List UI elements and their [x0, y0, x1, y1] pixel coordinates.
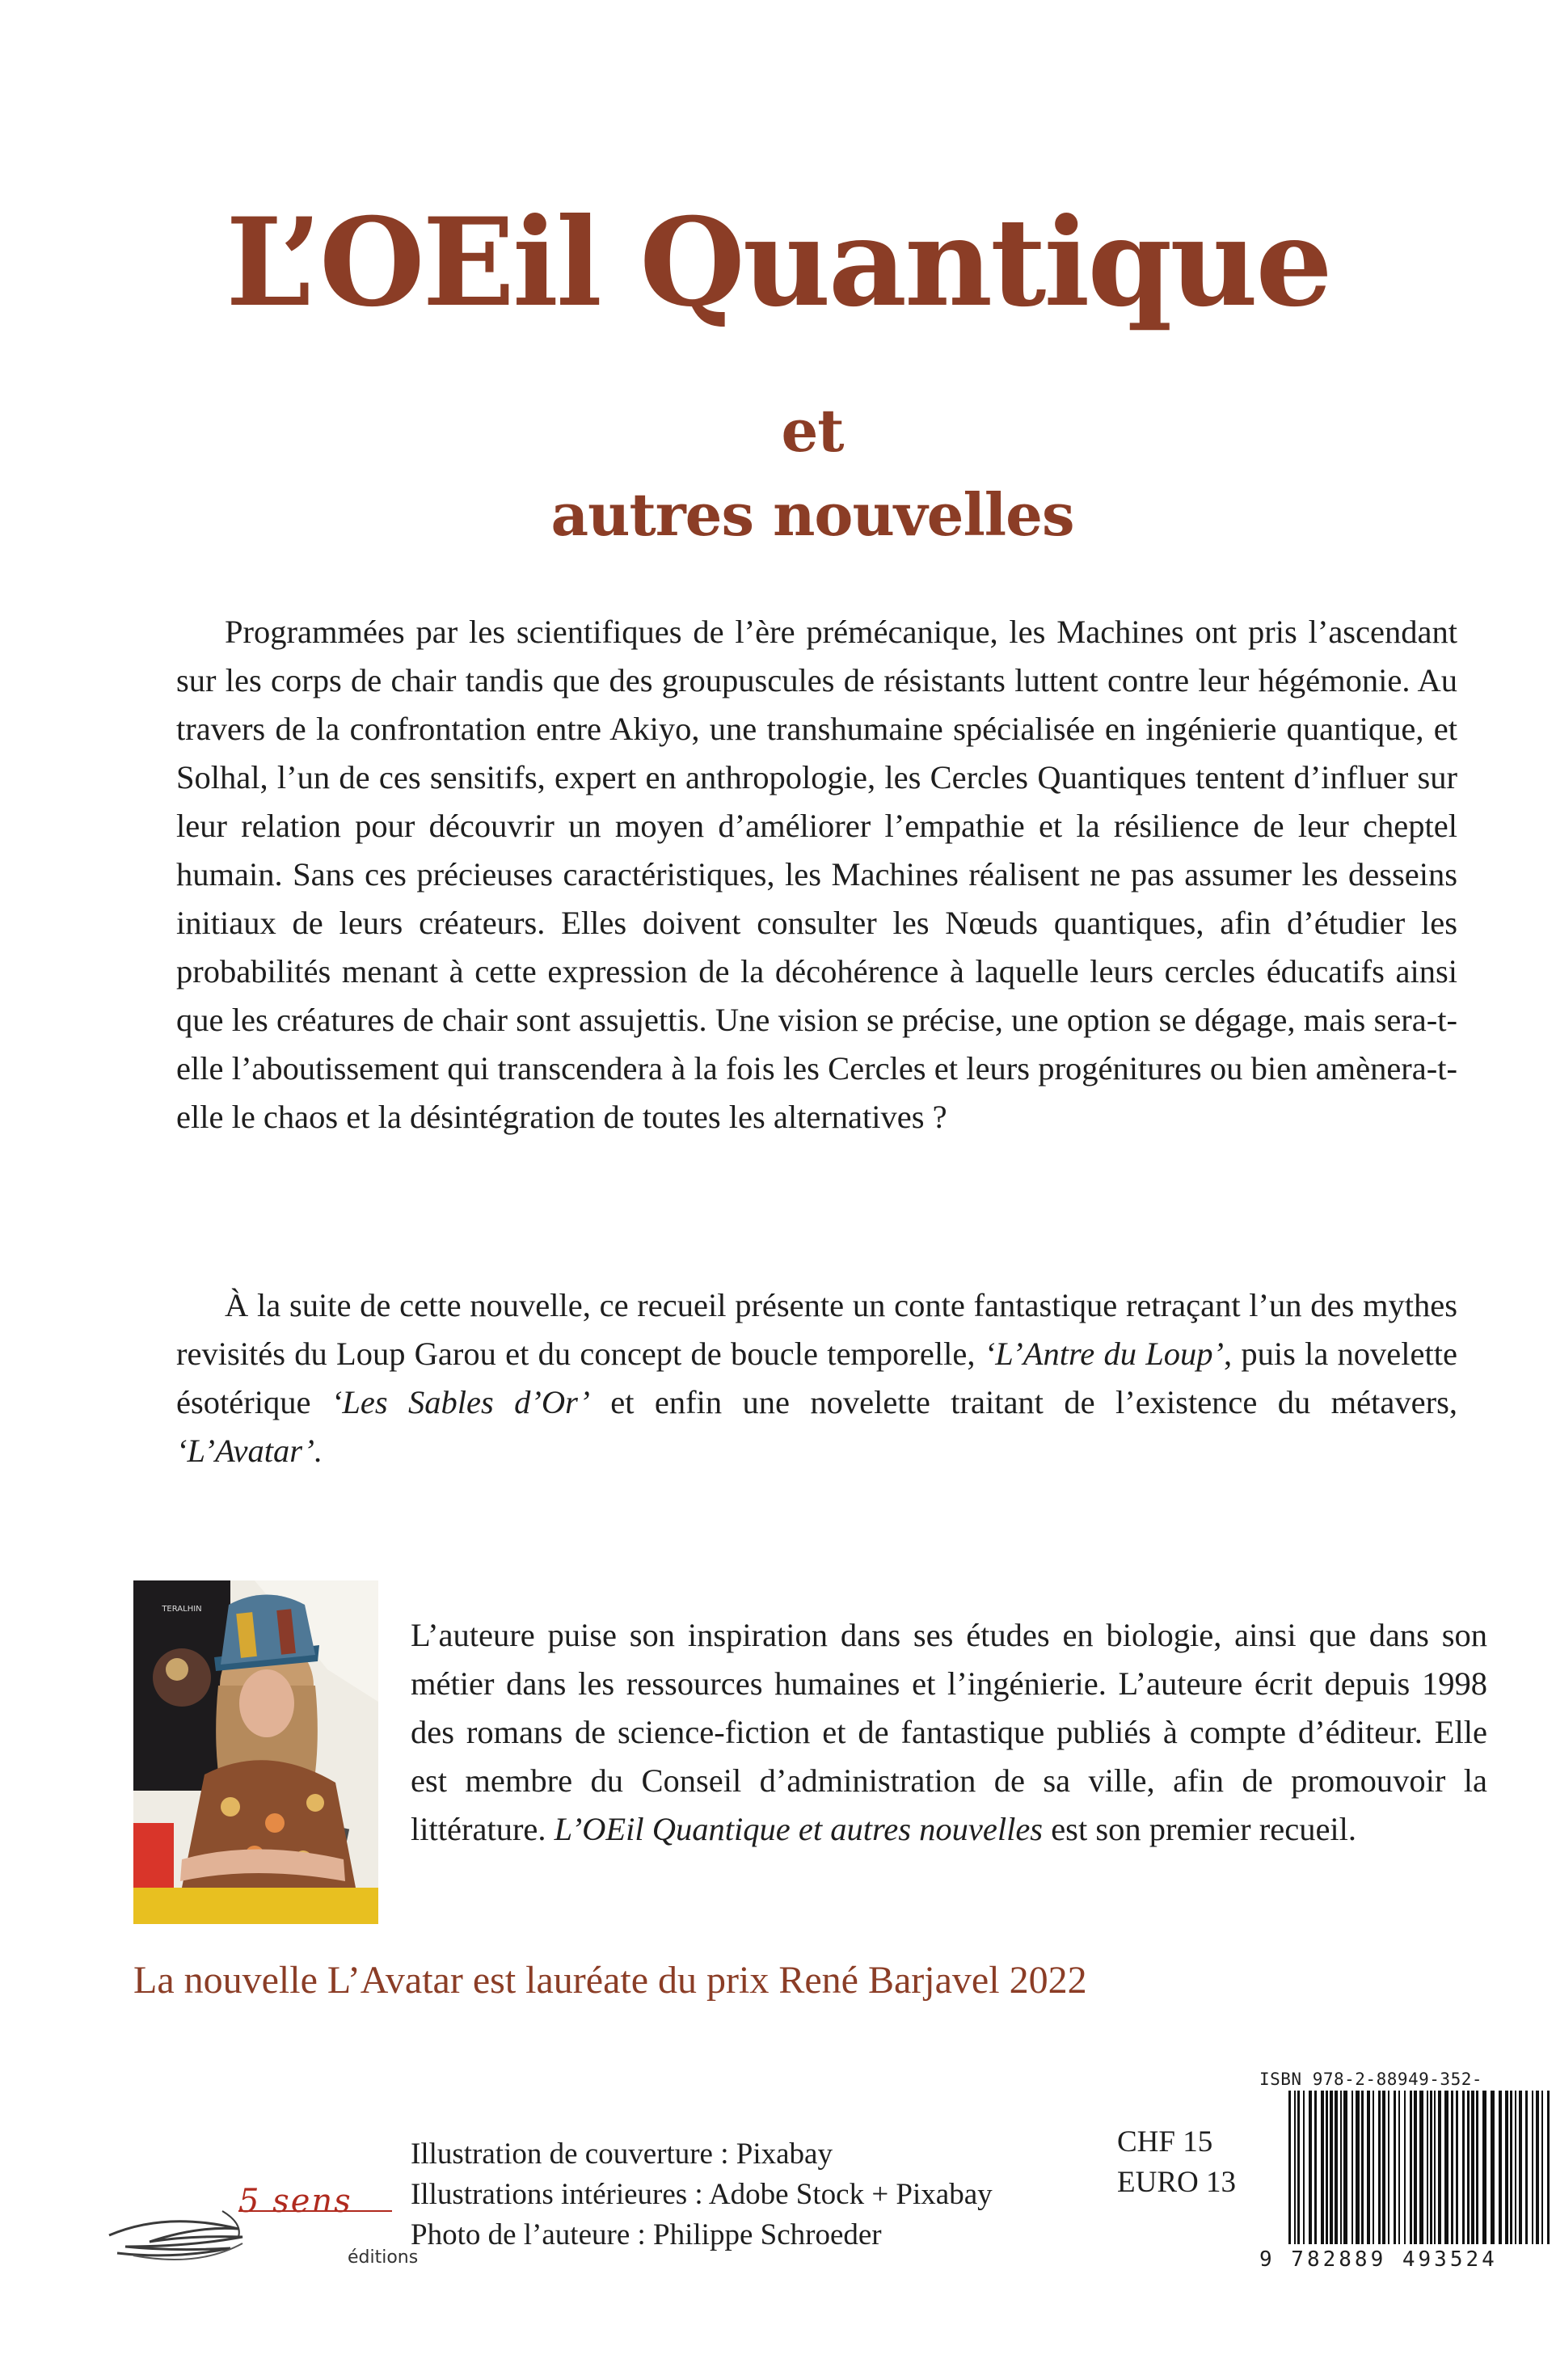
price-euro: EURO 13	[1117, 2166, 1236, 2199]
barcode-bar	[1525, 2091, 1528, 2244]
barcode-bar	[1303, 2091, 1305, 2244]
barcode-bar	[1419, 2091, 1423, 2244]
barcode-bar	[1410, 2091, 1412, 2244]
summary-paragraph-2	[176, 1281, 1457, 1475]
barcode-bar	[1536, 2091, 1539, 2244]
author-bio-book-title: L’OEil Quantique et autres nouvelles	[554, 1811, 1044, 1847]
summary-paragraph-1: Programmées par les scientifiques de l’ère prémécanique, les Machines ont pris l’ascendant sur les corps de chair tandis que des groupuscules de résistants luttent contre leur hégémonie. Au travers de la confrontation entre Akiyo, une transhumaine spécialisée en ingénierie quantique, et Solhal, l’un de ces sensitifs, expert en anthropologie, les Cercles Quantiques tentent d’influer sur leur relation pour découvrir un moyen d’améliorer l’empathie et la résilience de leur cheptel humain. Sans ces précieuses caractéristiques, les Machines réalisent ne pas assumer les desseins initiaux de leurs créateurs. Elles doivent consulter les Nœuds quantiques, afin d’étudier les probabilités menant à cette expression de la décohérence à laquelle leurs cercles éducatifs ainsi que les créatures de chair sont assujettis. Une vision se précise, une option se dégage, mais sera-t-elle l’aboutissement qui transcendera à la fois les Cercles et leurs progénitures ou bien amènera-t- elle le chaos et la désintégration de toutes les alternatives ?	[176, 614, 1457, 1135]
barcode-bar	[1351, 2091, 1353, 2244]
barcode-bar	[1335, 2091, 1338, 2244]
barcode-bar	[1321, 2091, 1324, 2244]
barcode-bar	[1491, 2091, 1495, 2244]
price-block	[1117, 2122, 1279, 2203]
barcode-bar	[1462, 2091, 1465, 2244]
barcode-bar	[1451, 2091, 1453, 2244]
poster-text: TERALHIN	[162, 1605, 202, 1614]
barcode-bar	[1515, 2091, 1516, 2244]
barcode-bar	[1519, 2091, 1522, 2244]
author-bio	[411, 1611, 1487, 1854]
barcode-bar	[1309, 2091, 1312, 2244]
summary-paragraph-2-text-b: , puis la novelette ésotérique	[176, 1336, 1457, 1420]
barcode-bar	[1467, 2091, 1470, 2244]
credit-photo: Photo de l’auteure : Philippe Schroeder	[411, 2218, 882, 2251]
barcode-bar	[1476, 2091, 1478, 2244]
barcode-bar	[1427, 2091, 1428, 2244]
subtitle-autres-nouvelles: autres nouvelles	[550, 480, 1074, 549]
barcode-bar	[1340, 2091, 1342, 2244]
author-bio-text-b: est son premier recueil.	[1043, 1811, 1357, 1847]
book-title: L’OEil Quantique	[226, 192, 1330, 334]
summary-paragraph-2-text-a: À la suite de cette nouvelle, ce recueil présente un conte fantastique retraçant l’un des mythes revisités du Loup Garou et du concept de boucle temporelle,	[176, 1287, 1457, 1372]
barcode-bar	[1505, 2091, 1508, 2244]
author-photo	[133, 1580, 378, 1924]
barcode-bar	[1330, 2091, 1333, 2244]
barcode-bar	[1367, 2091, 1370, 2244]
summary-paragraph-2-text-c: et enfin une novelette traitant de l’existence du métavers,	[589, 1384, 1457, 1420]
barcode-bar	[1378, 2091, 1381, 2244]
barcode-bar	[1444, 2091, 1448, 2244]
barcode-bar	[1430, 2091, 1432, 2244]
credits-block	[411, 2134, 1138, 2256]
credit-cover: Illustration de couverture : Pixabay	[411, 2137, 833, 2171]
isbn-digits: 9 782889 493524	[1259, 2247, 1498, 2272]
barcode-bar	[1456, 2091, 1458, 2244]
story-title-antre-du-loup: ‘L’Antre du Loup’	[984, 1336, 1224, 1372]
barcode-bar	[1388, 2091, 1389, 2244]
barcode-bar	[1482, 2091, 1486, 2244]
story-title-sables-dor: ‘Les Sables d’Or’	[331, 1384, 590, 1420]
barcode-bar	[1314, 2091, 1317, 2244]
barcode-bar	[1297, 2091, 1300, 2244]
barcode-bar	[1394, 2091, 1396, 2244]
barcode-bar	[1373, 2091, 1374, 2244]
barcode-bar	[1288, 2091, 1291, 2244]
price-chf: CHF 15	[1117, 2125, 1213, 2158]
barcode-bar	[1343, 2091, 1347, 2244]
barcode-bar	[1382, 2091, 1385, 2244]
credit-interior: Illustrations intérieures : Adobe Stock + Pixabay	[411, 2178, 993, 2211]
barcode-bar	[1471, 2091, 1474, 2244]
barcode-bar	[1414, 2091, 1417, 2244]
publisher-sub: éditions	[348, 2247, 419, 2268]
barcode-bar	[1434, 2091, 1436, 2244]
subtitle-et: et	[781, 396, 844, 465]
barcode-bar	[1547, 2091, 1550, 2244]
barcode-bar	[1404, 2091, 1406, 2244]
barcode-bar	[1510, 2091, 1512, 2244]
barcode-bar	[1398, 2091, 1400, 2244]
story-title-avatar: ‘L’Avatar’.	[176, 1433, 323, 1469]
award-line: La nouvelle L’Avatar est lauréate du prix René Barjavel 2022	[133, 1959, 1087, 2002]
publisher-name: 5 sens	[238, 2183, 352, 2220]
barcode-bar	[1356, 2091, 1360, 2244]
barcode-bar	[1541, 2091, 1543, 2244]
barcode-bar	[1361, 2091, 1364, 2244]
barcode-bar	[1532, 2091, 1533, 2244]
barcode-bar	[1294, 2091, 1296, 2244]
author-bio-text-a: L’auteure puise son inspiration dans ses études en biologie, ainsi que dans son métier dans les ressources humaines et l’ingénierie. L’auteure écrit depuis 1998 des romans de science-fiction et de fantastique publiés à compte d’éditeur. Elle est membre du Conseil d’administration de sa ville, afin de promouvoir la littérature.	[411, 1617, 1487, 1847]
barcode-bar	[1438, 2091, 1441, 2244]
barcode-bar	[1326, 2091, 1328, 2244]
isbn-label: ISBN 978-2-88949-352-	[1259, 2070, 1483, 2089]
barcode-bar	[1499, 2091, 1502, 2244]
